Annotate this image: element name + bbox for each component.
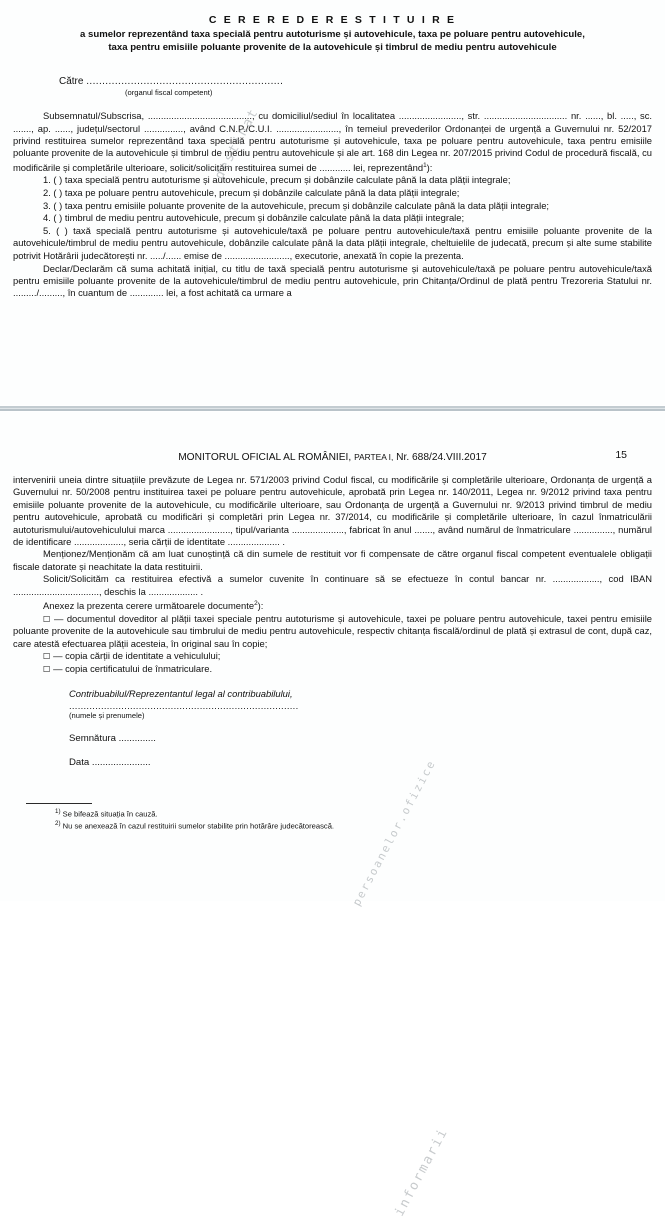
footnote-item — [55, 819, 652, 831]
annex-lead-paragraph — [13, 598, 652, 613]
document-page-1 — [0, 0, 665, 405]
intro-footnote-ref: 1 — [423, 161, 427, 169]
option-item-5: 5. ( ) taxă specială pentru autoturisme și autovehicule/taxă pe poluare pentru autovehicule/taxă pentru emisiile poluante provenite de la autovehicule/timbrul de mediu pentru autovehicule, dobânzile calculate până la data plății integrale, cheltuielile de judecată, precum și alte sume stabilite potrivit Hotărârii judecătorești nr. ...../...... emise de ........................., executorie, anexată în copie la prezenta. — [13, 224, 652, 261]
footnote-item — [55, 807, 652, 819]
publication-name: MONITORUL OFICIAL AL ROMÂNIEI, — [178, 452, 352, 463]
annex-lead-text: Anexez la prezenta cerere următoarele documente — [43, 600, 255, 612]
annex-item-1-text: — documentul doveditor al plății taxei speciale pentru autoturisme și autovehicule, taxei pe poluare pentru autovehicule, taxei pentru emisiile poluante provenite de la autovehicule sau timbrului de mediu pentru autovehicule, respectiv chitanța fiscală/ordinul de plată și extrasul de cont, după caz, care atestă efectuarea plății acesteia, în original sau în copie; — [13, 612, 652, 649]
page-number: 15 — [615, 449, 627, 461]
annex-checkbox-item-2 — [13, 650, 652, 663]
declaration-paragraph: Declar/Declarăm că suma achitată inițial, cu titlu de taxă specială pentru autoturisme și autovehicule/taxă pe poluare pentru autovehicule/taxă pentru emisiile poluante provenite de la autovehicule/timbrul de mediu pentru autovehicule, prin Chitanța/Ordinul de plată pentru Trezoreria Statului nr. ........./........., în cuantum de ............. lei, a fost achitată ca urmare a — [13, 262, 652, 299]
option-item-1: 1. ( ) taxa specială pentru autoturisme și autovehicule, precum și dobânzile calculate până la data plății integrale; — [43, 174, 511, 186]
checkbox-icon[interactable]: ☐ — [43, 651, 51, 662]
watermark-line-1: destinat — [212, 105, 263, 183]
intro-paragraph — [13, 110, 652, 174]
footnote-list — [13, 807, 652, 831]
annex-checkbox-item-3 — [13, 663, 652, 676]
checkbox-icon[interactable]: ☐ — [43, 613, 51, 624]
signature-caption: (numele și prenumele) — [69, 710, 145, 720]
addressee-caption: (organul fiscal competent) — [125, 88, 213, 98]
annex-footnote-ref: 2 — [254, 600, 258, 608]
running-header — [13, 449, 652, 474]
annex-checkbox-item-1 — [13, 613, 652, 651]
request-paragraph: Solicit/Solicităm ca restituirea efectivă a sumelor cuvenite în continuare să se efectueze în contul bancar nr. .................., cod IBAN ................................., deschis la ................... . — [13, 573, 652, 597]
page-subtitle-line-2: taxa pentru emisiile poluante provenite de la autovehicule și timbrul de mediu pentru autovehicule — [108, 41, 557, 53]
footnote-text: Nu se anexează în cazul restituirii sumelor stabilite prin hotărâre judecătorească. — [62, 821, 335, 831]
option-item-2: 2. ( ) taxa pe poluare pentru autovehicule, precum și dobânzile calculate până la data plății integrale; — [43, 186, 460, 198]
option-item-3: 3. ( ) taxa pentru emisiile poluante provenite de la autovehicule, precum și dobânzile calculate până la data plății integrale; — [43, 199, 550, 211]
running-header-center — [13, 452, 652, 463]
page-subtitle-line-1: a sumelor reprezentând taxa specială pentru autoturisme și autovehicule, taxa pe poluare pentru autovehicule, — [80, 29, 585, 40]
annex-item-2-text: — copia cărții de identitate a vehiculului; — [53, 650, 221, 662]
footnote-marker: 1) — [55, 807, 61, 815]
document-page-2 — [0, 412, 665, 1219]
addressee-field — [13, 76, 652, 87]
date-label: Data ...................... — [69, 756, 151, 768]
signature-name-line: ............................................................................... — [69, 699, 299, 711]
watermark-line-2: persoanelor.ofizice — [350, 757, 439, 909]
publication-issue: Nr. 688/24.VIII.2017 — [396, 452, 487, 463]
footnote-divider — [26, 803, 92, 804]
checkbox-icon[interactable]: ☐ — [43, 663, 51, 674]
footnote-marker: 2) — [55, 819, 61, 827]
signature-label: Semnătura .............. — [69, 732, 156, 744]
option-item-4: 4. ( ) timbrul de mediu pentru autovehicule, precum și dobânzile calculate până la data plății integrale; — [43, 212, 465, 224]
addressee-dots: .............................................................. — [86, 76, 284, 88]
addressee-label: Către — [59, 76, 84, 88]
intro-text-tail: ): — [426, 161, 433, 173]
page-separator — [0, 405, 665, 412]
signature-block — [13, 688, 652, 711]
mentions-paragraph: Menționez/Menționăm că am luat cunoștință că din sumele de restituit vor fi compensate de către organul fiscal competent eventualele obligații fiscale datorate și neachitate la data restituirii. — [13, 548, 652, 572]
annex-lead-tail: ): — [257, 600, 264, 612]
continuation-paragraph: intervenirii uneia dintre situațiile prevăzute de Legea nr. 571/2003 privind Codul fiscal, cu modificările și completările ulterioare, Ordonanța de urgență a Guvernului nr. 50/2008 pentru instituirea taxei pe poluare pentru autovehicule, aprobată prin Legea nr. 140/2011, Legea nr. 9/2012 privind taxa pentru emisiile poluante provenite de la autovehicule, cu modificările ulterioare, sau Ordonanța de urgență a Guvernului nr. 9/2013 privind timbrul de mediu pentru autovehicule, aprobată cu modificări și completări prin Legea nr. 37/2014, cu modificările și completările ulterioare, în cazul înmatriculării autoturismului/autovehiculului marca ........................, tipul/varianta ...................., fabricat în anul ......., având numărul de înmatriculare ..............., numărul de identificare ..................., seria cărții de identitate .................... . — [13, 474, 652, 548]
signature-title: Contribuabilul/Reprezentantul legal al contribuabilului, — [69, 687, 293, 699]
publication-part: PARTEA I, — [354, 452, 394, 462]
intro-text: Subsemnatul/Subscrisa, ........................................, cu domiciliul/sediul în localitatea ........................, str. ................................ nr. ......, bl. ....., sc. ......., ap. ......, județul/sectorul ..............., având C.N.P./C.U.I. ........................, în temeiul prevederilor Ordonanței de urgență a Guvernului nr. 52/2017 privind restituirea sumelor reprezentând taxa specială pentru autoturisme și autovehicule, taxa pe poluare pentru autovehicule, taxa pentru emisiile poluante provenite de la autovehicule și timbrul de mediu pentru autovehicule și ale art. 168 din Legea nr. 207/2015 privind Codul de procedură fiscală, cu modificările și completările ulterioare, solicit/solicităm restituirea sumei de ............ lei, reprezentând — [13, 110, 652, 173]
watermark-line-3: informarii — [392, 1125, 452, 1219]
annex-item-3-text: — copia certificatului de înmatriculare. — [53, 662, 213, 674]
footnote-text: Se bifează situația în cauză. — [62, 809, 158, 819]
page-title: C E R E R E D E R E S T I T U I R E — [208, 14, 457, 26]
